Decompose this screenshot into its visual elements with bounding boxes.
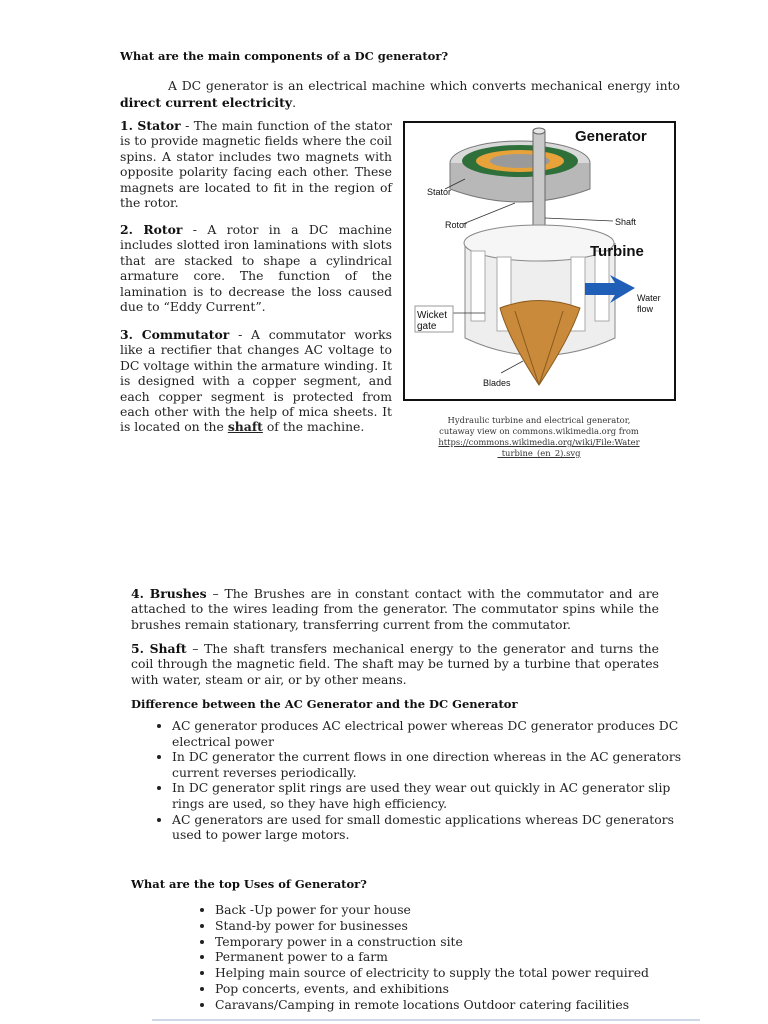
caption-line1: Hydraulic turbine and electrical generator,	[447, 415, 631, 425]
turbine-illustration	[405, 123, 674, 399]
list-item: • Temporary power in a construction site	[215, 934, 695, 950]
intro-bold: direct current electricity	[120, 94, 293, 110]
list-item: • Permanent power to a farm	[215, 949, 695, 965]
figure-caption	[410, 415, 668, 459]
list-item: • In DC generator the current flows in one direction whereas in the AC generators current reverses periodically.	[172, 749, 692, 780]
rotor-paragraph	[120, 222, 392, 314]
rotor-title: Rotor	[143, 222, 183, 237]
shaft-num: 5.	[131, 641, 144, 656]
label-stator: Stator	[427, 187, 452, 197]
list-item: • In DC generator split rings are used they wear out quickly in AC generator slip rings are used, so they have high efficiency.	[172, 780, 692, 811]
shaft-title: Shaft	[149, 641, 187, 656]
intro-text: A DC generator is an electrical machine which converts mechanical energy into	[168, 78, 680, 93]
label-rotor: Rotor	[445, 220, 468, 230]
stator-title: Stator	[137, 118, 181, 133]
rotor-text: - A rotor in a DC machine includes slotted iron laminations with slots that are stacked to shape a cylindrical armature core. The function of the lamination is to decrease the loss caused due to “Eddy Current”.	[120, 222, 392, 315]
label-water: Water	[637, 293, 661, 303]
label-gate: gate	[417, 321, 437, 332]
commutator-title: Commutator	[141, 327, 230, 342]
list-item: • Helping main source of electricity to supply the total power required	[215, 965, 695, 981]
difference-list	[132, 718, 692, 843]
brushes-text: – The Brushes are in constant contact with the commutator and are attached to the wires leading from the generator. The commutator spins while the brushes remain stationary, transferring current from the commutator.	[131, 586, 659, 632]
label-blades: Blades	[483, 378, 511, 388]
footer-divider	[152, 1019, 700, 1021]
brushes-num: 4.	[131, 586, 144, 601]
label-generator: Generator	[575, 128, 647, 145]
list-item: • AC generators are used for small domestic applications whereas DC generators used to power large motors.	[172, 812, 692, 843]
brushes-title: Brushes	[149, 586, 207, 601]
shaft-text: – The shaft transfers mechanical energy to the generator and turns the coil through the magnetic field. The shaft may be turned by a turbine that operates with water, steam or air, or by other means.	[131, 641, 659, 687]
rotor-num: 2.	[120, 222, 133, 237]
intro-end: .	[292, 94, 297, 110]
list-item: • AC generator produces AC electrical power whereas DC generator produces DC electrical power	[172, 718, 692, 749]
caption-link2[interactable]: _turbine_(en_2).svg	[497, 448, 581, 458]
caption-line2: cutaway view on commons.wikimedia.org from	[439, 426, 639, 436]
intro-paragraph	[120, 78, 680, 111]
label-turbine: Turbine	[590, 243, 644, 260]
heading-difference: Difference between the AC Generator and the DC Generator	[131, 697, 518, 711]
list-item: • Back -Up power for your house	[215, 902, 695, 918]
stator-text: - The main function of the stator is to provide magnetic fields where the coil spins. A stator includes two magnets with opposite polarity facing each other. These magnets are located to fit in the region of the rotor.	[120, 118, 392, 211]
caption-link1[interactable]: https://commons.wikimedia.org/wiki/File:Water	[438, 437, 640, 447]
label-shaft: Shaft	[615, 217, 637, 227]
stator-num: 1.	[120, 118, 133, 133]
generator-turbine-figure	[403, 121, 676, 401]
commutator-num: 3.	[120, 327, 133, 342]
label-flow: flow	[637, 304, 654, 314]
list-item: • Pop concerts, events, and exhibitions	[215, 981, 695, 997]
shaft-link[interactable]: shaft	[227, 419, 263, 435]
commutator-end: of the machine.	[262, 419, 365, 435]
list-item: • Stand-by power for businesses	[215, 918, 695, 934]
commutator-text: - A commutator works like a rectifier that changes AC voltage to DC voltage within the armature winding. It is designed with a copper segment, and each copper segment is protected from each other with the help of mica sheets. It is located on the	[120, 327, 392, 435]
heading-uses: What are the top Uses of Generator?	[131, 877, 367, 891]
commutator-paragraph	[120, 327, 392, 435]
label-wicket: Wicket	[417, 310, 447, 321]
list-item: • Caravans/Camping in remote locations Outdoor catering facilities	[215, 997, 695, 1013]
uses-list	[175, 902, 695, 1013]
brushes-paragraph	[131, 586, 659, 632]
shaft-paragraph	[131, 641, 659, 687]
heading-components: What are the main components of a DC generator?	[120, 49, 449, 63]
stator-paragraph	[120, 118, 392, 210]
